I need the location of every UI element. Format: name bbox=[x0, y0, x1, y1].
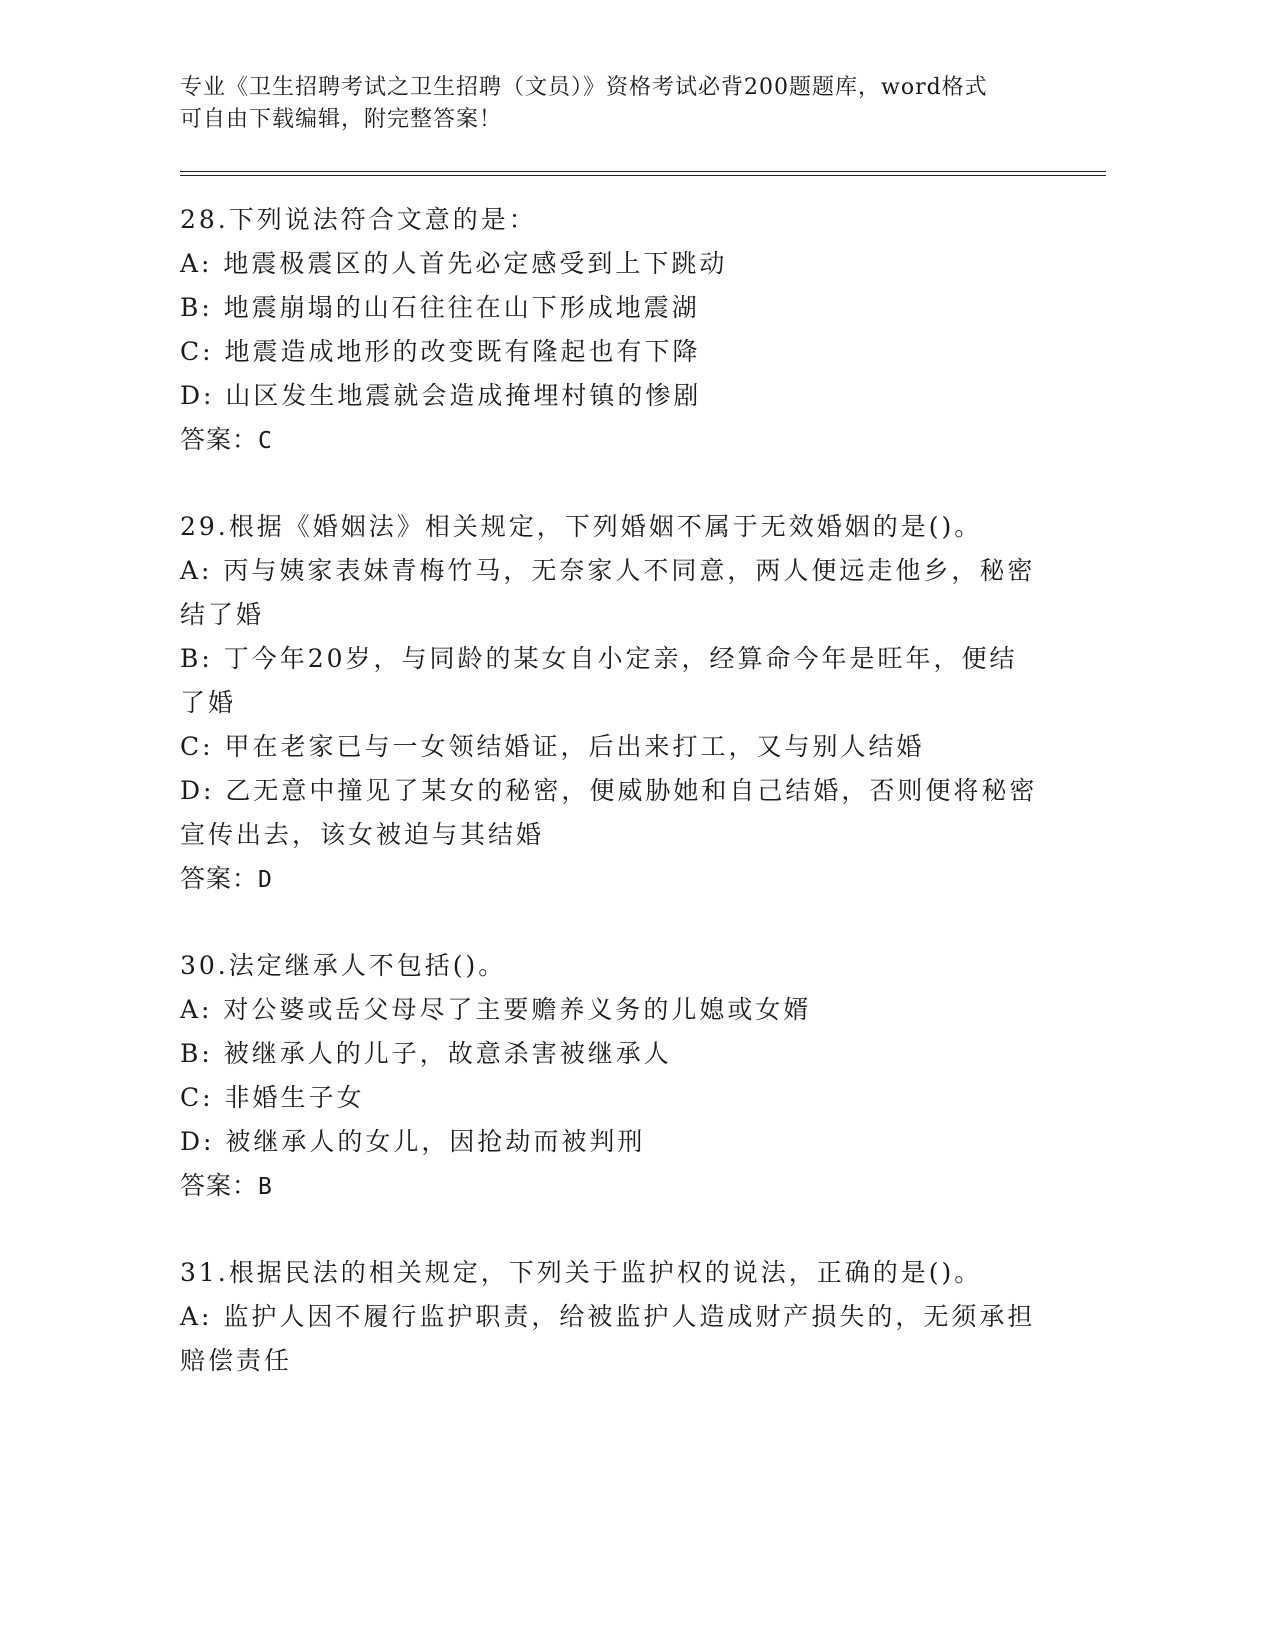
option-a: A: 地震极震区的人首先必定感受到上下跳动 bbox=[180, 249, 728, 278]
answer-line bbox=[180, 1164, 1040, 1209]
option-b: B: 地震崩塌的山石往往在山下形成地震湖 bbox=[180, 293, 700, 322]
answer-line bbox=[180, 857, 1040, 902]
question-stem: 28.下列说法符合文意的是： bbox=[180, 205, 537, 234]
question-stem: 30.法定继承人不包括()。 bbox=[180, 951, 507, 980]
option-b: B: 丁今年20岁，与同龄的某女自小定亲，经算命今年是旺年，便结了婚 bbox=[180, 644, 1018, 717]
answer-value: B bbox=[258, 1174, 273, 1200]
option-d: D: 被继承人的女儿，因抢劫而被判刑 bbox=[180, 1127, 646, 1156]
option-a: A: 监护人因不履行监护职责，给被监护人造成财产损失的，无须承担赔偿责任 bbox=[180, 1302, 1036, 1375]
option-c: C: 甲在老家已与一女领结婚证，后出来打工，又与别人结婚 bbox=[180, 732, 925, 761]
option-d: D: 乙无意中撞见了某女的秘密，便威胁她和自己结婚，否则便将秘密宣传出去，该女被迫与其结婚 bbox=[180, 776, 1038, 849]
question-29 bbox=[180, 505, 1040, 902]
header-divider bbox=[180, 171, 1106, 176]
option-c: C: 地震造成地形的改变既有隆起也有下降 bbox=[180, 337, 701, 366]
question-list bbox=[180, 198, 1040, 1425]
answer-value: D bbox=[258, 867, 273, 893]
answer-label: 答案： bbox=[180, 425, 259, 454]
answer-label: 答案： bbox=[180, 864, 259, 893]
question-28 bbox=[180, 198, 1040, 463]
header-line-1: 专业《卫生招聘考试之卫生招聘（文员）》资格考试必背200题题库，word格式 bbox=[180, 75, 988, 100]
option-a: A: 丙与姨家表妹青梅竹马，无奈家人不同意，两人便远走他乡，秘密结了婚 bbox=[180, 556, 1036, 629]
question-30 bbox=[180, 944, 1040, 1209]
header-line-2: 可自由下载编辑，附完整答案！ bbox=[180, 107, 503, 132]
answer-label: 答案： bbox=[180, 1171, 259, 1200]
question-stem: 29.根据《婚姻法》相关规定，下列婚姻不属于无效婚姻的是()。 bbox=[180, 512, 983, 541]
answer-value: C bbox=[258, 428, 273, 454]
option-a: A: 对公婆或岳父母尽了主要赡养义务的儿媳或女婿 bbox=[180, 995, 812, 1024]
question-31 bbox=[180, 1251, 1040, 1383]
option-b: B: 被继承人的儿子，故意杀害被继承人 bbox=[180, 1039, 672, 1068]
question-stem: 31.根据民法的相关规定，下列关于监护权的说法，正确的是()。 bbox=[180, 1258, 983, 1287]
option-c: C: 非婚生子女 bbox=[180, 1083, 365, 1112]
answer-line bbox=[180, 418, 1040, 463]
document-header bbox=[180, 72, 1040, 136]
option-d: D: 山区发生地震就会造成掩埋村镇的惨剧 bbox=[180, 381, 702, 410]
